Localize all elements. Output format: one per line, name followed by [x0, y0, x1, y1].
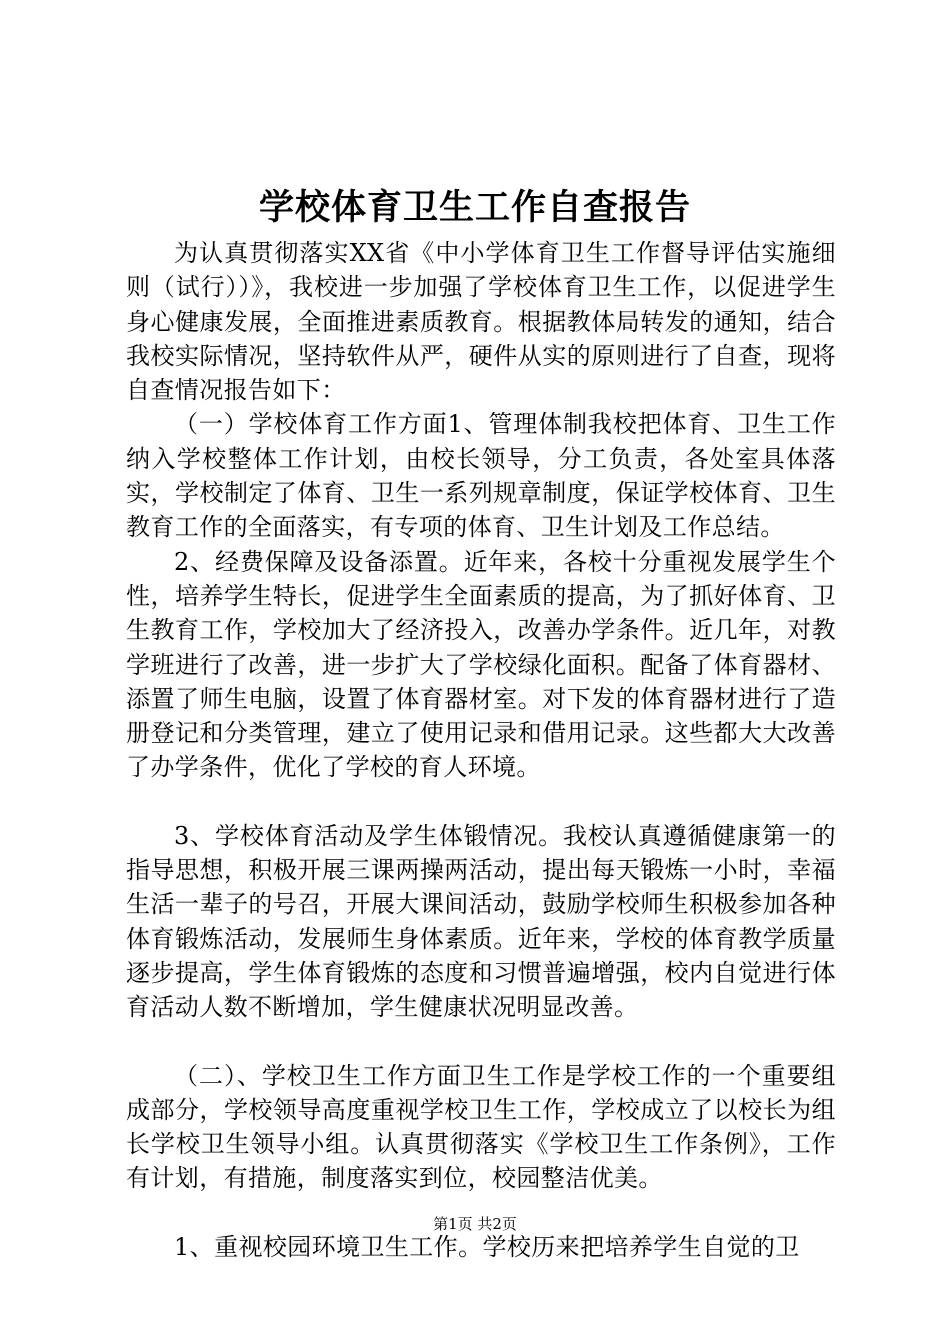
paragraph-intro: 为认真贯彻落实XX省《中小学体育卫生工作督导评估实施细则（试行））》，我校进一步加强了学校体育卫生工作，以促进学生身心健康发展，全面推进素质教育。根据教体局转发的通知，结合我校实际情况，坚持软件从严，硬件从实的原则进行了自查，现将自查情况报告如下：: [126, 239, 836, 405]
paragraph-sports-activities: 3、学校体育活动及学生体锻情况。我校认真遵循健康第一的指导思想，积极开展三课两操两活动，提出每天锻炼一小时，幸福生活一辈子的号召，开展大课间活动，鼓励学校师生积极参加各种体育锻炼活动，发展师生身体素质。近年来，学校的体育教学质量逐步提高，学生体育锻炼的态度和习惯普遍增强，校内自觉进行体育活动人数不断增加，学生健康状况明显改善。: [126, 821, 836, 1022]
paragraph-campus-environment: 1、重视校园环境卫生工作。学校历来把培养学生自觉的卫: [174, 1232, 800, 1261]
paragraph-section-2-hygiene: （二）、学校卫生工作方面卫生工作是学校工作的一个重要组成部分，学校领导高度重视学校卫生工作，学校成立了以校长为组长学校卫生领导小组。认真贯彻落实《学校卫生工作条例》，工作有计划，有措施，制度落实到位，校园整洁优美。: [126, 1061, 836, 1193]
document-body: [126, 236, 836, 1264]
paragraph-funding-equipment: 2、经费保障及设备添置。近年来，各校十分重视发展学生个性，培养学生特长，促进学生全面素质的提高，为了抓好体育、卫生教育工作，学校加大了经济投入，改善办学条件。近几年，对教学班进行了改善，进一步扩大了学校绿化面积。配备了体育器材、添置了师生电脑，设置了体育器材室。对下发的体育器材进行了造册登记和分类管理，建立了使用记录和借用记录。这些都大大改善了办学条件，优化了学校的育人环境。: [126, 547, 836, 782]
paragraph-section-1-management: （一）学校体育工作方面1、管理体制我校把体育、卫生工作纳入学校整体工作计划，由校长领导，分工负责，各处室具体落实，学校制定了体育、卫生一系列规章制度，保证学校体育、卫生教育工作的全面落实，有专项的体育、卫生计划及工作总结。: [126, 410, 836, 542]
document-title: 学校体育卫生工作自查报告: [258, 188, 691, 228]
page-footer: 第1页 共2页: [433, 1215, 517, 1233]
